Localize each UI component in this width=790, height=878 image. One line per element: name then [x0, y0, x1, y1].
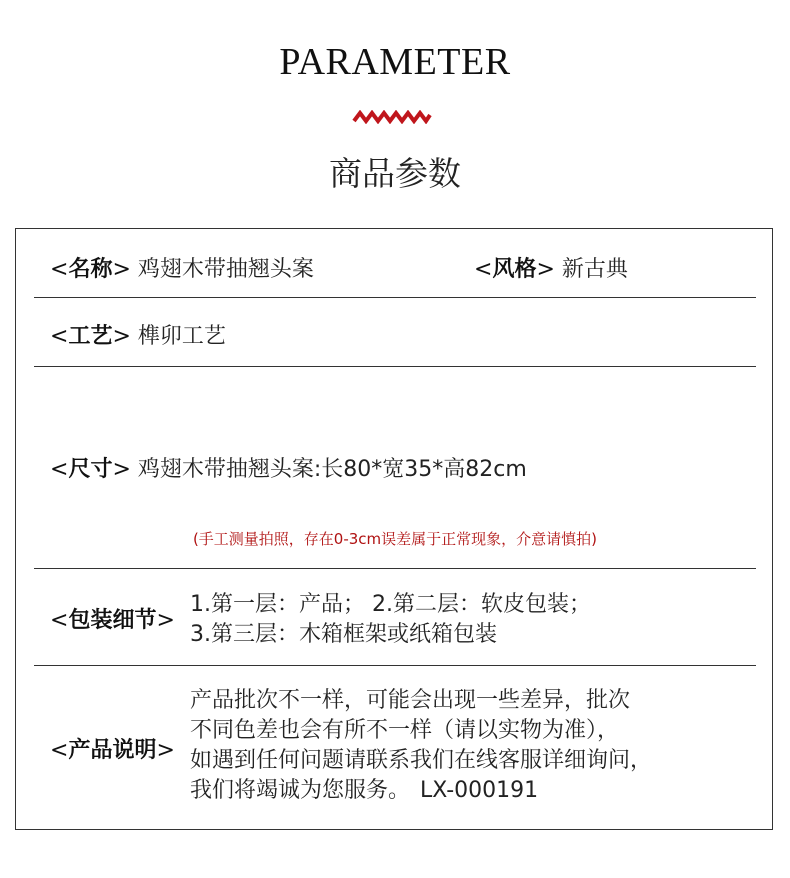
measurement-note: (手工测量拍照，存在0-3cm误差属于正常现象，介意请慎拍) [192, 530, 598, 548]
craft-row: <工艺> 榫卯工艺 [50, 323, 226, 349]
craft-value: 榫卯工艺 [137, 324, 226, 349]
page-subtitle: 商品参数 [329, 154, 461, 193]
packaging-line: 1.第一层：产品； 2.第二层：软皮包装； [190, 592, 591, 617]
zigzag-divider-icon [352, 110, 432, 124]
packaging-line: 3.第三层：木箱框架或纸箱包装 [190, 622, 497, 647]
name-label: 名称 [68, 256, 113, 282]
description-line: 产品批次不一样，可能会出现一些差异，批次 [190, 688, 631, 713]
page-title: PARAMETER [279, 41, 511, 83]
row-divider [34, 297, 756, 298]
description-label-cell: <产品说明> [50, 737, 175, 763]
style-row: <风格> 新古典 [474, 256, 628, 282]
craft-label: 工艺 [68, 323, 113, 349]
style-label: 风格 [492, 256, 537, 282]
size-row: <尺寸> 鸡翅木带抽翘头案:长80*宽35*高82cm [50, 456, 527, 482]
name-row: <名称> 鸡翅木带抽翘头案 [50, 256, 314, 282]
row-divider [34, 366, 756, 367]
row-divider [34, 568, 756, 569]
name-value: 鸡翅木带抽翘头案 [137, 257, 314, 282]
row-divider [34, 665, 756, 666]
description-label: 产品说明 [68, 737, 157, 763]
packaging-label-cell: <包装细节> [50, 607, 175, 633]
description-line: 我们将竭诚为您服务。 [190, 778, 411, 803]
size-label: 尺寸 [68, 456, 113, 482]
style-value: 新古典 [561, 257, 628, 282]
description-text [190, 686, 652, 806]
packaging-details [190, 590, 591, 650]
description-line: 不同色差也会有所不一样（请以实物为准）， [190, 718, 620, 743]
size-value: 鸡翅木带抽翘头案:长80*宽35*高82cm [137, 457, 527, 482]
packaging-label: 包装细节 [68, 607, 157, 633]
product-code: LX-000191 [420, 778, 539, 803]
description-line: 如遇到任何问题请联系我们在线客服详细询问， [190, 748, 653, 773]
